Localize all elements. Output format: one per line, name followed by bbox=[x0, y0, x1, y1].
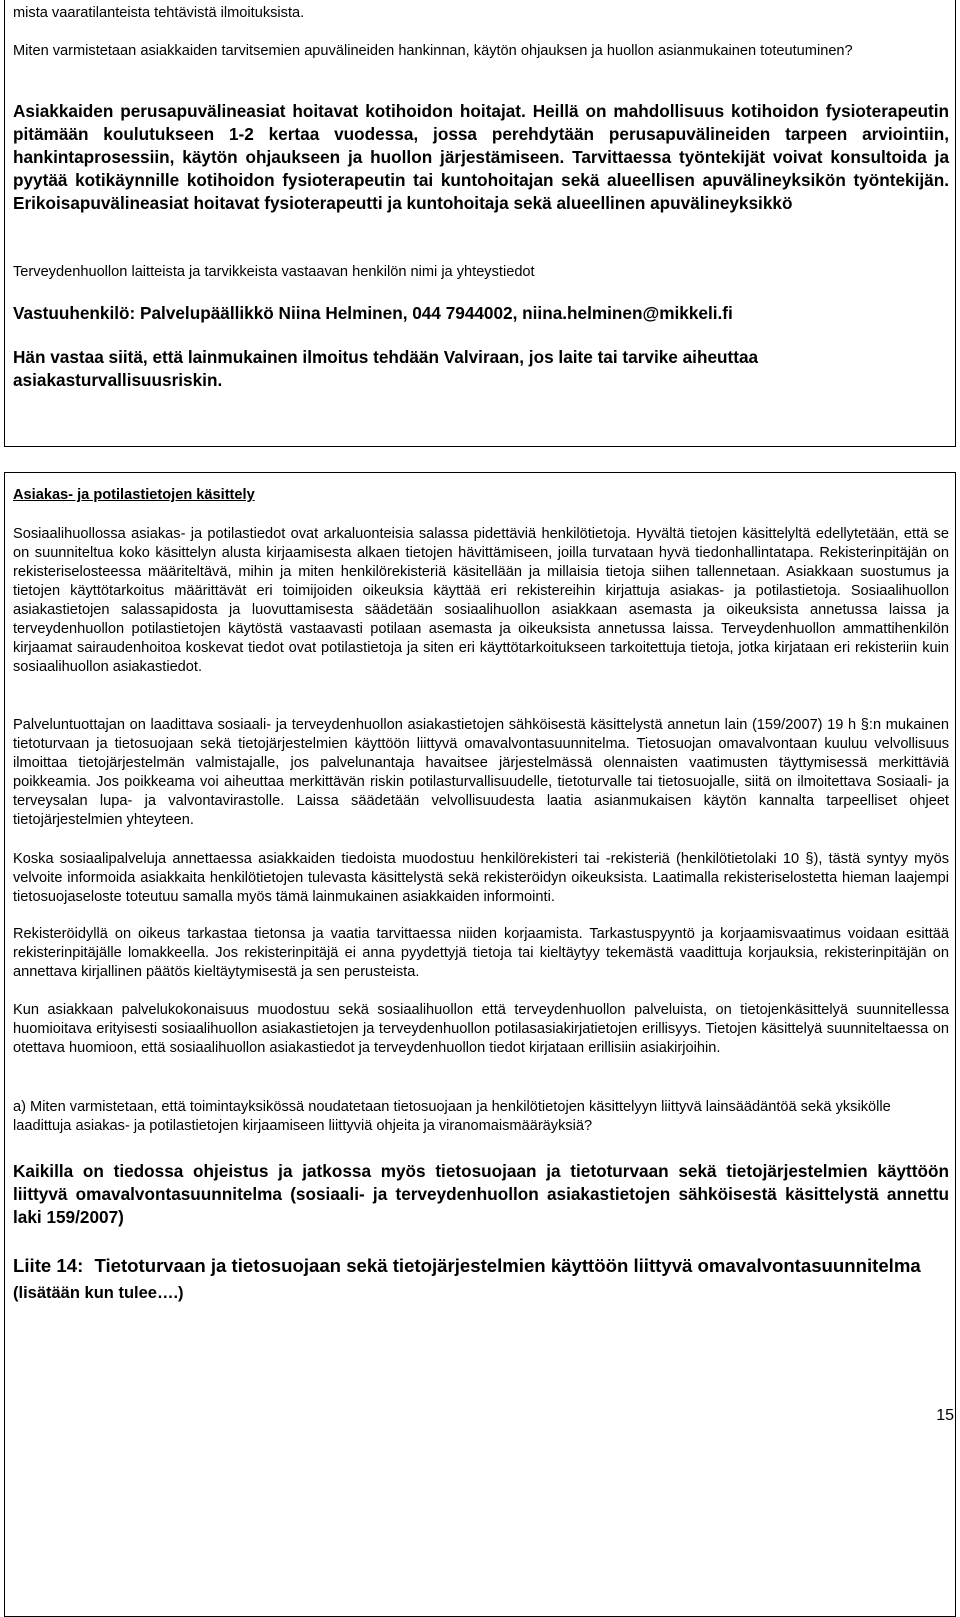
paragraph-2: Palveluntuottajan on laadittava sosiaali- ja terveydenhuollon asiakastietojen sähköisestä käsittelystä annetun lain (159/2007) 19 h §:n mukainen tietoturvaan ja tietosuojaan sekä tietojärjestelmien käyttöön liittyvä omavalvontasuunnitelma. Tietosuojan omavalvontaan kuuluu velvollisuus ilmoittaa tietojärjestelmän valmistajalle, jos palvelunantaja havaitsee järjestelmässä olennaisten vaatimusten täyttymisessä merkittäviä poikkeamia. Jos poikkeama voi aiheuttaa merkittävän riskin potilasturvallisuudelle, tietoturvalle tai tietosuojalle, siitä on ilmoitettava Sosiaali- ja terveysalan lupa- ja valvontavirastolle. Laissa säädetään velvollisuudesta laatia asianmukaisen käytön kannalta tarpeelliset ohjeet tietojärjestelmien yhteyteen. bbox=[13, 717, 949, 828]
attachment-label: Liite 14: bbox=[13, 1255, 84, 1276]
responsible-person: Vastuuhenkilö: Palvelupäällikkö Niina Helminen, 044 7944002, niina.helminen@mikkeli.fi bbox=[13, 303, 733, 323]
responsibility-note: Hän vastaa siitä, että lainmukainen ilmoitus tehdään Valviraan, jos laite tai tarvike aiheuttaa asiakasturvallisuusriskin. bbox=[13, 347, 759, 390]
answer-aids: Asiakkaiden perusapuvälineasiat hoitavat kotihoidon hoitajat. Heillä on mahdollisuus kotihoidon fysioterapeutin pitämään koulutukseen 1-2 kertaa vuodessa, jossa perehdytään perusapuvälineiden tarpeen arviointiin, hankintaprosessiin, käytön ohjaukseen ja huollon järjestämiseen. Tarvittaessa työntekijät voivat konsultoida ja pyytää kotikäynnille kotihoidon fysioterapeutin tai kuntohoitajan sekä alueellisen apuvälineyksikön työntekijän. Erikoisapuvälineasiat hoitavat fysioterapeutti ja kuntohoitaja sekä alueellinen apuvälineyksikkö bbox=[13, 101, 949, 213]
paragraph-3: Koska sosiaalipalveluja annettaessa asiakkaiden tiedoista muodostuu henkilörekisteri tai -rekisteriä (henkilötietolaki 10 §), tästä syntyy myös velvoite informoida asiakkaita henkilötietojen tulevasta käsittelystä sekä rekisteröidyn oikeuksista. Laatimalla rekisteriselostetta hieman laajempi tietosuojaseloste toteutuu samalla myös tämä lainmukainen asiakkaiden informointi. bbox=[13, 851, 949, 905]
continuation-text: mista vaaratilanteista tehtävistä ilmoituksista. bbox=[13, 5, 305, 21]
page-number: 15 bbox=[936, 1407, 954, 1424]
attachment-14 bbox=[13, 1253, 949, 1306]
paragraph-1: Sosiaalihuollossa asiakas- ja potilastiedot ovat arkaluonteisia salassa pidettäviä henkilötietoja. Hyvältä tietojen käsittelyltä edellytetään, että se on suunniteltua koko käsittelyn alusta kirjaamisesta alkaen tietojen hävittämiseen, joilla turvataan hyvä tiedonhallintatapa. Rekisterinpitäjän on rekisteriselosteessa määriteltävä, mihin ja miten henkilörekisteriä käsitellään ja millaisia tietoja siihen tallennetaan. Asiakkaan suostumus ja tietojen käyttötarkoitus määrittävät eri toimijoiden oikeuksia käyttää eri rekistereihin kirjattuja asiakas- ja potilastietoja. Sosiaalihuollon asiakastietojen salassapidosta ja luovuttamisesta säädetään sosiaalihuollon asiakkaan asemasta ja oikeuksista annetussa laissa ja terveydenhuollon potilastietojen käytöstä vastaavasti potilaan asemasta ja oikeuksista annetussa laissa. Terveydenhuollon ammattihenkilön kirjaamat sairaudenhoitoa koskevat tiedot ovat potilastietoja ja siten eri käyttötarkoitukseen tarkoitettuja tietoja, jotka kirjataan eri rekisteriin kuin sosiaalihuollon asiakastiedot. bbox=[13, 526, 949, 675]
paragraph-4: Rekisteröidyllä on oikeus tarkastaa tietonsa ja vaatia tarvittaessa niiden korjaamista. Tarkastuspyyntö ja korjaamisvaatimus voidaan esittää rekisterinpitäjälle lomakkeella. Jos rekisterinpitäjä ei anna pyydettyjä tietoja tai kieltäytyy tekemästä vaadittuja korjauksia, rekisterinpitäjän on annettava kirjallinen päätös kieltäytymisestä ja sen perusteista. bbox=[13, 926, 949, 980]
attachment-title: Tietoturvaan ja tietosuojaan sekä tietojärjestelmien käyttöön liittyvä omavalvontasuunnitelma bbox=[94, 1255, 921, 1276]
attachment-note: (lisätään kun tulee….) bbox=[13, 1284, 184, 1302]
paragraph-5: Kun asiakkaan palvelukokonaisuus muodostuu sekä sosiaalihuollon että terveydenhuollon palveluista, on tietojenkäsittelyä suunnitellessa huomioitava erityisesti sosiaalihuollon asiakastietojen ja terveydenhuollon potilasasiakirjatietojen erillisyys. Tietojen käsittelyä suunniteltaessa on otettava huomioon, että sosiaalihuollon asiakastiedot ja terveydenhuollon tiedot kirjataan erillisiin asiakirjoihin. bbox=[13, 1002, 949, 1056]
question-aids: Miten varmistetaan asiakkaiden tarvitsemien apuvälineiden hankinnan, käytön ohjauksen ja huollon asianmukainen toteutuminen? bbox=[13, 43, 853, 59]
responsible-person-label: Terveydenhuollon laitteista ja tarvikkeista vastaavan henkilön nimi ja yhteystiedot bbox=[13, 264, 535, 280]
answer-a: Kaikilla on tiedossa ohjeistus ja jatkossa myös tietosuojaan ja tietoturvaan sekä tietojärjestelmien käyttöön liittyvä omavalvontasuunnitelma (sosiaali- ja terveydenhuollon asiakastietojen sähköisestä käsittelystä annettu laki 159/2007) bbox=[13, 1161, 949, 1227]
question-a: a) Miten varmistetaan, että toimintayksikössä noudatetaan tietosuojaan ja henkilötietojen käsittelyyn liittyvä lainsäädäntöä sekä yksikölle laadittuja asiakas- ja potilastietojen kirjaamiseen liittyviä ohjeita ja viranomaismääräyksiä? bbox=[13, 1099, 891, 1134]
section-heading: Asiakas- ja potilastietojen käsittely bbox=[13, 487, 255, 503]
